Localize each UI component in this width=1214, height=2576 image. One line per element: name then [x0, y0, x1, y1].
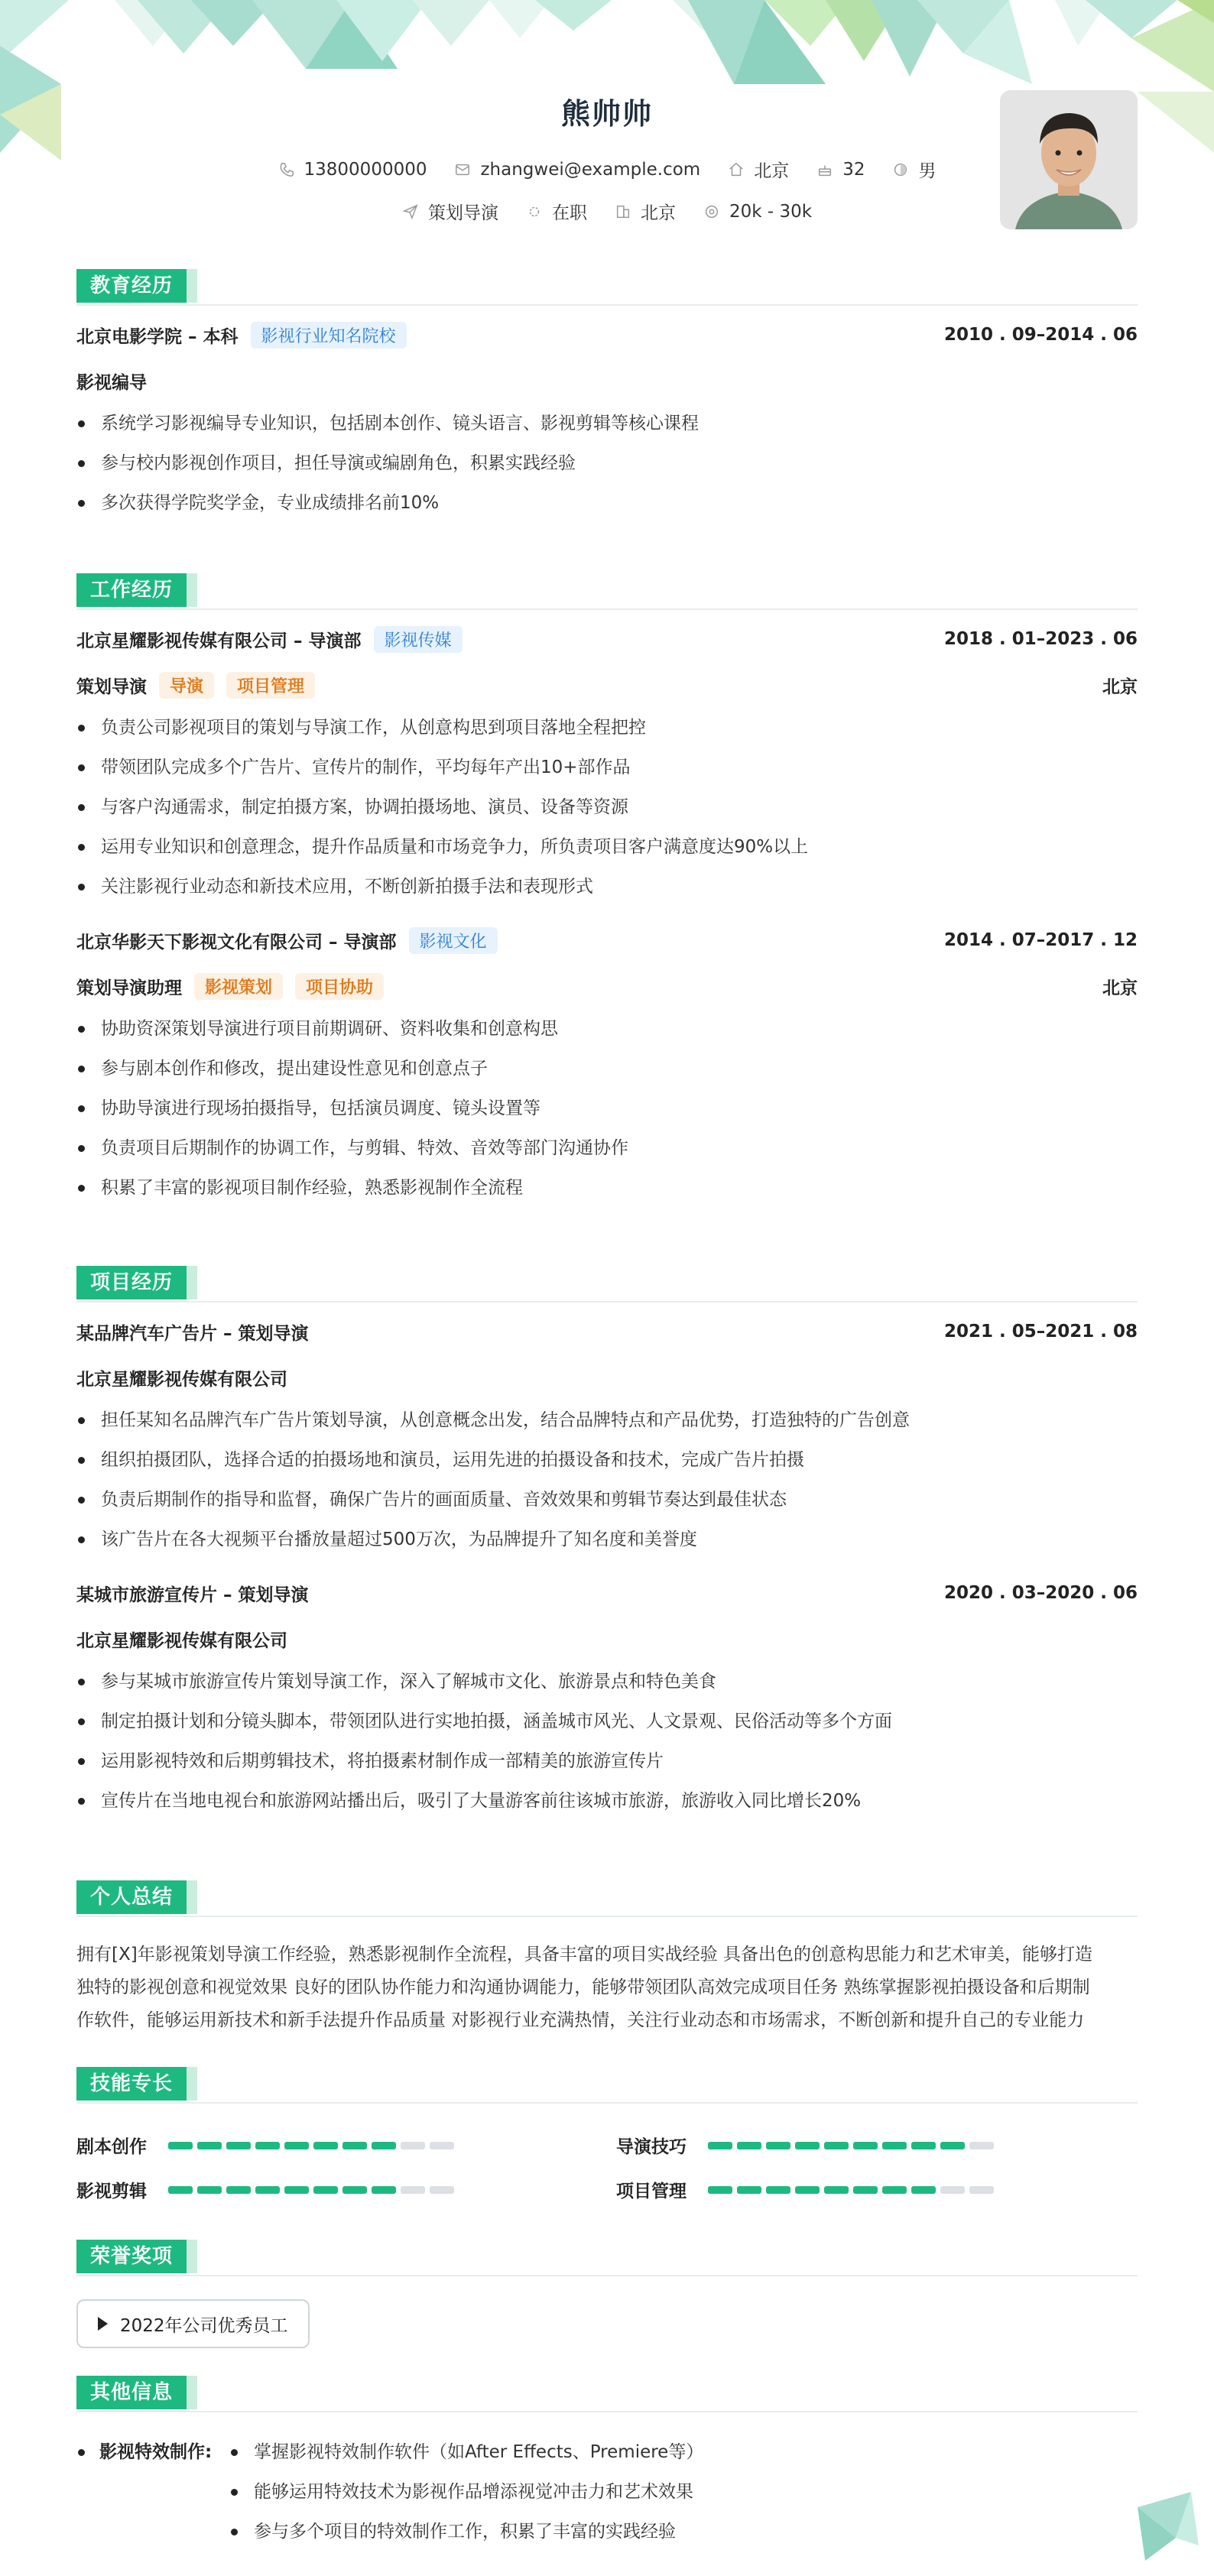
- list-item: 宣传片在当地电视台和旅游网站播出后，吸引了大量游客前往该城市旅游，旅游收入同比增长20%: [76, 1781, 1138, 1821]
- list-item: 运用影视特效和后期剪辑技术，将拍摄素材制作成一部精美的旅游宣传片: [76, 1741, 1138, 1781]
- skill-segment: [168, 2186, 193, 2194]
- age-item: [816, 160, 865, 180]
- section-title: 教育经历: [76, 269, 187, 303]
- job-status: 在职: [551, 203, 587, 223]
- phone-number: 13800000000: [304, 159, 427, 180]
- list-item: 积累了丰富的影视项目制作经验，熟悉影视制作全流程: [76, 1168, 1138, 1208]
- skill-bar: [168, 2186, 459, 2194]
- other-heading: [76, 2376, 1138, 2412]
- skill-item: [616, 2133, 998, 2158]
- phone-item: [278, 160, 427, 180]
- skill-bar: [168, 2142, 459, 2149]
- role-row: [76, 662, 1138, 708]
- target-city-item: [615, 199, 676, 224]
- list-item: 参与剧本创作和修改，提出建设性意见和创意点子: [76, 1049, 1138, 1088]
- resume-header: [0, 0, 1214, 245]
- work-section: [76, 573, 1138, 1208]
- skill-segment: [255, 2142, 280, 2149]
- job-row: [76, 917, 1138, 963]
- list-item: 参与校内影视创作项目，担任导演或编剧角色，积累实践经验: [76, 443, 1138, 483]
- skill-segment: [824, 2142, 849, 2149]
- section-title: 工作经历: [76, 573, 187, 607]
- education-date: 2010 . 09–2014 . 06: [943, 325, 1138, 345]
- list-item: 能够运用特效技术为影视作品增添视觉冲击力和艺术效果: [229, 2472, 1138, 2512]
- skill-segment: [795, 2186, 820, 2194]
- skill-item: [76, 2177, 459, 2202]
- other-bullets: [229, 2432, 1138, 2552]
- play-icon: [98, 2317, 108, 2331]
- project-org: 北京星耀影视传媒有限公司: [76, 1369, 287, 1390]
- work-heading: [76, 573, 1138, 610]
- skill-segment: [430, 2142, 454, 2149]
- email-address: zhangwei@example.com: [480, 159, 701, 180]
- other-label: 影视特效制作:: [99, 2432, 212, 2472]
- section-title: 技能专长: [76, 2067, 187, 2101]
- list-item: 关注影视行业动态和新技术应用，不断创新拍摄手法和表现形式: [76, 867, 1138, 907]
- list-item: 担任某知名品牌汽车广告片策划导演，从创意概念出发，结合品牌特点和产品优势，打造独特的广告创意: [76, 1400, 1138, 1440]
- list-item: 协助资深策划导演进行项目前期调研、资料收集和创意构思: [76, 1009, 1138, 1049]
- school-name: 北京电影学院 – 本科: [76, 326, 239, 347]
- summary-text: [76, 1917, 1138, 2037]
- target-job: 策划导演: [427, 203, 498, 223]
- skill-segment: [313, 2186, 338, 2194]
- skill-segment: [708, 2142, 732, 2149]
- skill-name: 导演技巧: [616, 2137, 687, 2157]
- status-item: [526, 199, 587, 224]
- skill-segment: [853, 2142, 878, 2149]
- skill-segment: [737, 2142, 761, 2149]
- phone-icon: [278, 161, 295, 178]
- skills-grid: [76, 2104, 1138, 2211]
- project-row: [76, 1309, 1138, 1355]
- job-date: 2018 . 01–2023 . 06: [943, 629, 1138, 649]
- project-bullets: [76, 1662, 1138, 1821]
- skill-bar: [708, 2186, 998, 2194]
- skill-segment: [342, 2142, 367, 2149]
- skill-segment: [969, 2142, 994, 2149]
- salary: 20k - 30k: [729, 201, 813, 222]
- job-bullets: [76, 1009, 1138, 1208]
- award-text: 2022年公司优秀员工: [120, 2315, 288, 2336]
- gender-icon: [892, 161, 909, 178]
- summary-section: [76, 1880, 1138, 2037]
- summary-heading: [76, 1880, 1138, 1917]
- skill-segment: [401, 2186, 425, 2194]
- section-title: 其他信息: [76, 2376, 187, 2409]
- skill-segment: [372, 2142, 396, 2149]
- project-date: 2020 . 03–2020 . 06: [943, 1583, 1138, 1603]
- list-item: 与客户沟通需求，制定拍摄方案，协调拍摄场地、演员、设备等资源: [76, 787, 1138, 827]
- skill-segment: [911, 2186, 936, 2194]
- skill-segment: [401, 2142, 425, 2149]
- skill-segment: [911, 2142, 936, 2149]
- education-row: [76, 312, 1138, 358]
- skill-segment: [795, 2142, 820, 2149]
- honors-heading: [76, 2240, 1138, 2276]
- award-item: [76, 2299, 310, 2348]
- list-item: 参与某城市旅游宣传片策划导演工作，深入了解城市文化、旅游景点和特色美食: [76, 1662, 1138, 1702]
- skill-segment: [284, 2142, 309, 2149]
- skill-segment: [882, 2142, 907, 2149]
- skill-segment: [284, 2186, 309, 2194]
- skill-item: [616, 2177, 998, 2202]
- role-name: 策划导演助理: [76, 978, 182, 998]
- project-date: 2021 . 05–2021 . 08: [943, 1322, 1138, 1342]
- skill-segment: [197, 2186, 222, 2194]
- target-city: 北京: [640, 203, 676, 223]
- skill-segment: [168, 2142, 193, 2149]
- education-bullets: [76, 404, 1138, 523]
- send-icon: [402, 203, 419, 220]
- skill-item: [76, 2133, 459, 2158]
- gender: 男: [918, 161, 936, 181]
- major-row: [76, 358, 1138, 404]
- role-tag: 项目协助: [295, 973, 384, 1000]
- role-tag: 项目管理: [226, 672, 315, 699]
- skill-segment: [342, 2186, 367, 2194]
- role-tag: 影视策划: [194, 973, 283, 1000]
- company-tag: 影视传媒: [374, 626, 463, 653]
- honors-section: [76, 2240, 1138, 2348]
- project-org-row: [76, 1616, 1138, 1662]
- city-item: [728, 157, 789, 182]
- list-item: 运用专业知识和创意理念，提升作品质量和市场竞争力，所负责项目客户满意度达90%以上: [76, 827, 1138, 867]
- list-item: 负责公司影视项目的策划与导演工作，从创意构思到项目落地全程把控: [76, 708, 1138, 748]
- project-bullets: [76, 1400, 1138, 1559]
- list-item: 组织拍摄团队，选择合适的拍摄场地和演员，运用先进的拍摄设备和技术，完成广告片拍摄: [76, 1440, 1138, 1480]
- other-section: [76, 2376, 1138, 2552]
- skill-segment: [766, 2142, 790, 2149]
- summary-line: 独特的影视创意和视觉效果 良好的团队协作能力和沟通协调能力，能够带领团队高效完成项目任务 熟练掌握影视拍摄设备和后期制: [76, 1977, 1090, 1997]
- skill-name: 剧本创作: [76, 2137, 147, 2157]
- list-item: 多次获得学院奖学金，专业成绩排名前10%: [76, 483, 1138, 523]
- skill-segment: [969, 2186, 994, 2194]
- company-tag: 影视文化: [409, 927, 498, 954]
- education-heading: [76, 269, 1138, 306]
- mail-icon: [454, 161, 471, 178]
- cake-icon: [816, 161, 833, 178]
- summary-line: 拥有[X]年影视策划导演工作经验，熟悉影视制作全流程，具备丰富的项目实战经验 具备出色的创意构思能力和艺术审美，能够打造: [76, 1945, 1093, 1964]
- email-item: [454, 160, 700, 180]
- status-icon: [526, 203, 543, 220]
- skills-heading: [76, 2067, 1138, 2104]
- section-title: 项目经历: [76, 1266, 187, 1299]
- list-item: 带领团队完成多个广告片、宣传片的制作，平均每年产出10+部作品: [76, 748, 1138, 787]
- skill-segment: [255, 2186, 280, 2194]
- home-icon: [728, 161, 745, 178]
- list-item: 参与多个项目的特效制作工作，积累了丰富的实践经验: [229, 2512, 1138, 2552]
- skill-segment: [766, 2186, 790, 2194]
- list-item: 掌握影视特效制作软件（如After Effects、Premiere等）: [229, 2432, 1138, 2472]
- skill-segment: [824, 2186, 849, 2194]
- skill-segment: [882, 2186, 907, 2194]
- avatar-portrait: [1000, 90, 1138, 229]
- major: 影视编导: [76, 372, 147, 393]
- skill-segment: [197, 2142, 222, 2149]
- salary-item: [703, 202, 812, 222]
- list-item: 系统学习影视编导专业知识，包括剧本创作、镜头语言、影视剪辑等核心课程: [76, 404, 1138, 443]
- job-location: 北京: [1102, 676, 1138, 697]
- skill-segment: [430, 2186, 454, 2194]
- section-title: 个人总结: [76, 1880, 187, 1914]
- corner-decoration: [1130, 2492, 1199, 2561]
- skill-segment: [708, 2186, 732, 2194]
- skill-name: 项目管理: [616, 2182, 687, 2201]
- avatar: [1000, 90, 1138, 229]
- skill-segment: [226, 2186, 251, 2194]
- role-name: 策划导演: [76, 676, 147, 697]
- list-item: 负责后期制作的指导和监督，确保广告片的画面质量、音效效果和剪辑节奏达到最佳状态: [76, 1480, 1138, 1520]
- skill-segment: [940, 2142, 965, 2149]
- age: 32: [842, 159, 865, 180]
- job-row: [76, 616, 1138, 662]
- job-bullets: [76, 708, 1138, 907]
- project-org-row: [76, 1355, 1138, 1400]
- skill-segment: [372, 2186, 396, 2194]
- list-item: 该广告片在各大视频平台播放量超过500万次，为品牌提升了知名度和美誉度: [76, 1520, 1138, 1559]
- company-name: 北京华影天下影视文化有限公司 – 导演部: [76, 932, 397, 952]
- coin-icon: [703, 203, 720, 220]
- other-info: [76, 2412, 1138, 2552]
- gender-item: [892, 157, 936, 182]
- school-tag: 影视行业知名院校: [251, 322, 407, 349]
- company-name: 北京星耀影视传媒有限公司 – 导演部: [76, 631, 362, 651]
- target-job-item: [402, 199, 498, 224]
- role-tag: 导演: [159, 672, 214, 699]
- summary-line: 作软件，能够运用新技术和新手法提升作品质量 对影视行业充满热情，关注行业动态和市场需求，不断创新和提升自己的专业能力: [76, 2010, 1085, 2030]
- role-row: [76, 963, 1138, 1009]
- list-item: 协助导演进行现场拍摄指导，包括演员调度、镜头设置等: [76, 1088, 1138, 1128]
- skill-bar: [708, 2142, 998, 2149]
- building-icon: [615, 203, 631, 220]
- project-row: [76, 1570, 1138, 1616]
- project-org: 北京星耀影视传媒有限公司: [76, 1630, 287, 1651]
- skill-segment: [853, 2186, 878, 2194]
- list-item: 负责项目后期制作的协调工作，与剪辑、特效、音效等部门沟通协作: [76, 1128, 1138, 1168]
- project-name: 某品牌汽车广告片 – 策划导演: [76, 1323, 309, 1344]
- job-location: 北京: [1102, 978, 1138, 998]
- skill-segment: [313, 2142, 338, 2149]
- section-title: 荣誉奖项: [76, 2240, 187, 2273]
- skill-segment: [940, 2186, 965, 2194]
- skills-section: [76, 2067, 1138, 2211]
- project-name: 某城市旅游宣传片 – 策划导演: [76, 1585, 309, 1605]
- projects-section: [76, 1266, 1138, 1821]
- skill-name: 影视剪辑: [76, 2182, 147, 2201]
- skill-segment: [737, 2186, 761, 2194]
- education-section: [76, 269, 1138, 523]
- projects-heading: [76, 1266, 1138, 1303]
- list-item: 制定拍摄计划和分镜头脚本，带领团队进行实地拍摄，涵盖城市风光、人文景观、民俗活动等多个方面: [76, 1702, 1138, 1741]
- candidate-name: 熊帅帅: [560, 97, 653, 131]
- job-date: 2014 . 07–2017 . 12: [943, 930, 1138, 950]
- city: 北京: [754, 161, 790, 181]
- skill-segment: [226, 2142, 251, 2149]
